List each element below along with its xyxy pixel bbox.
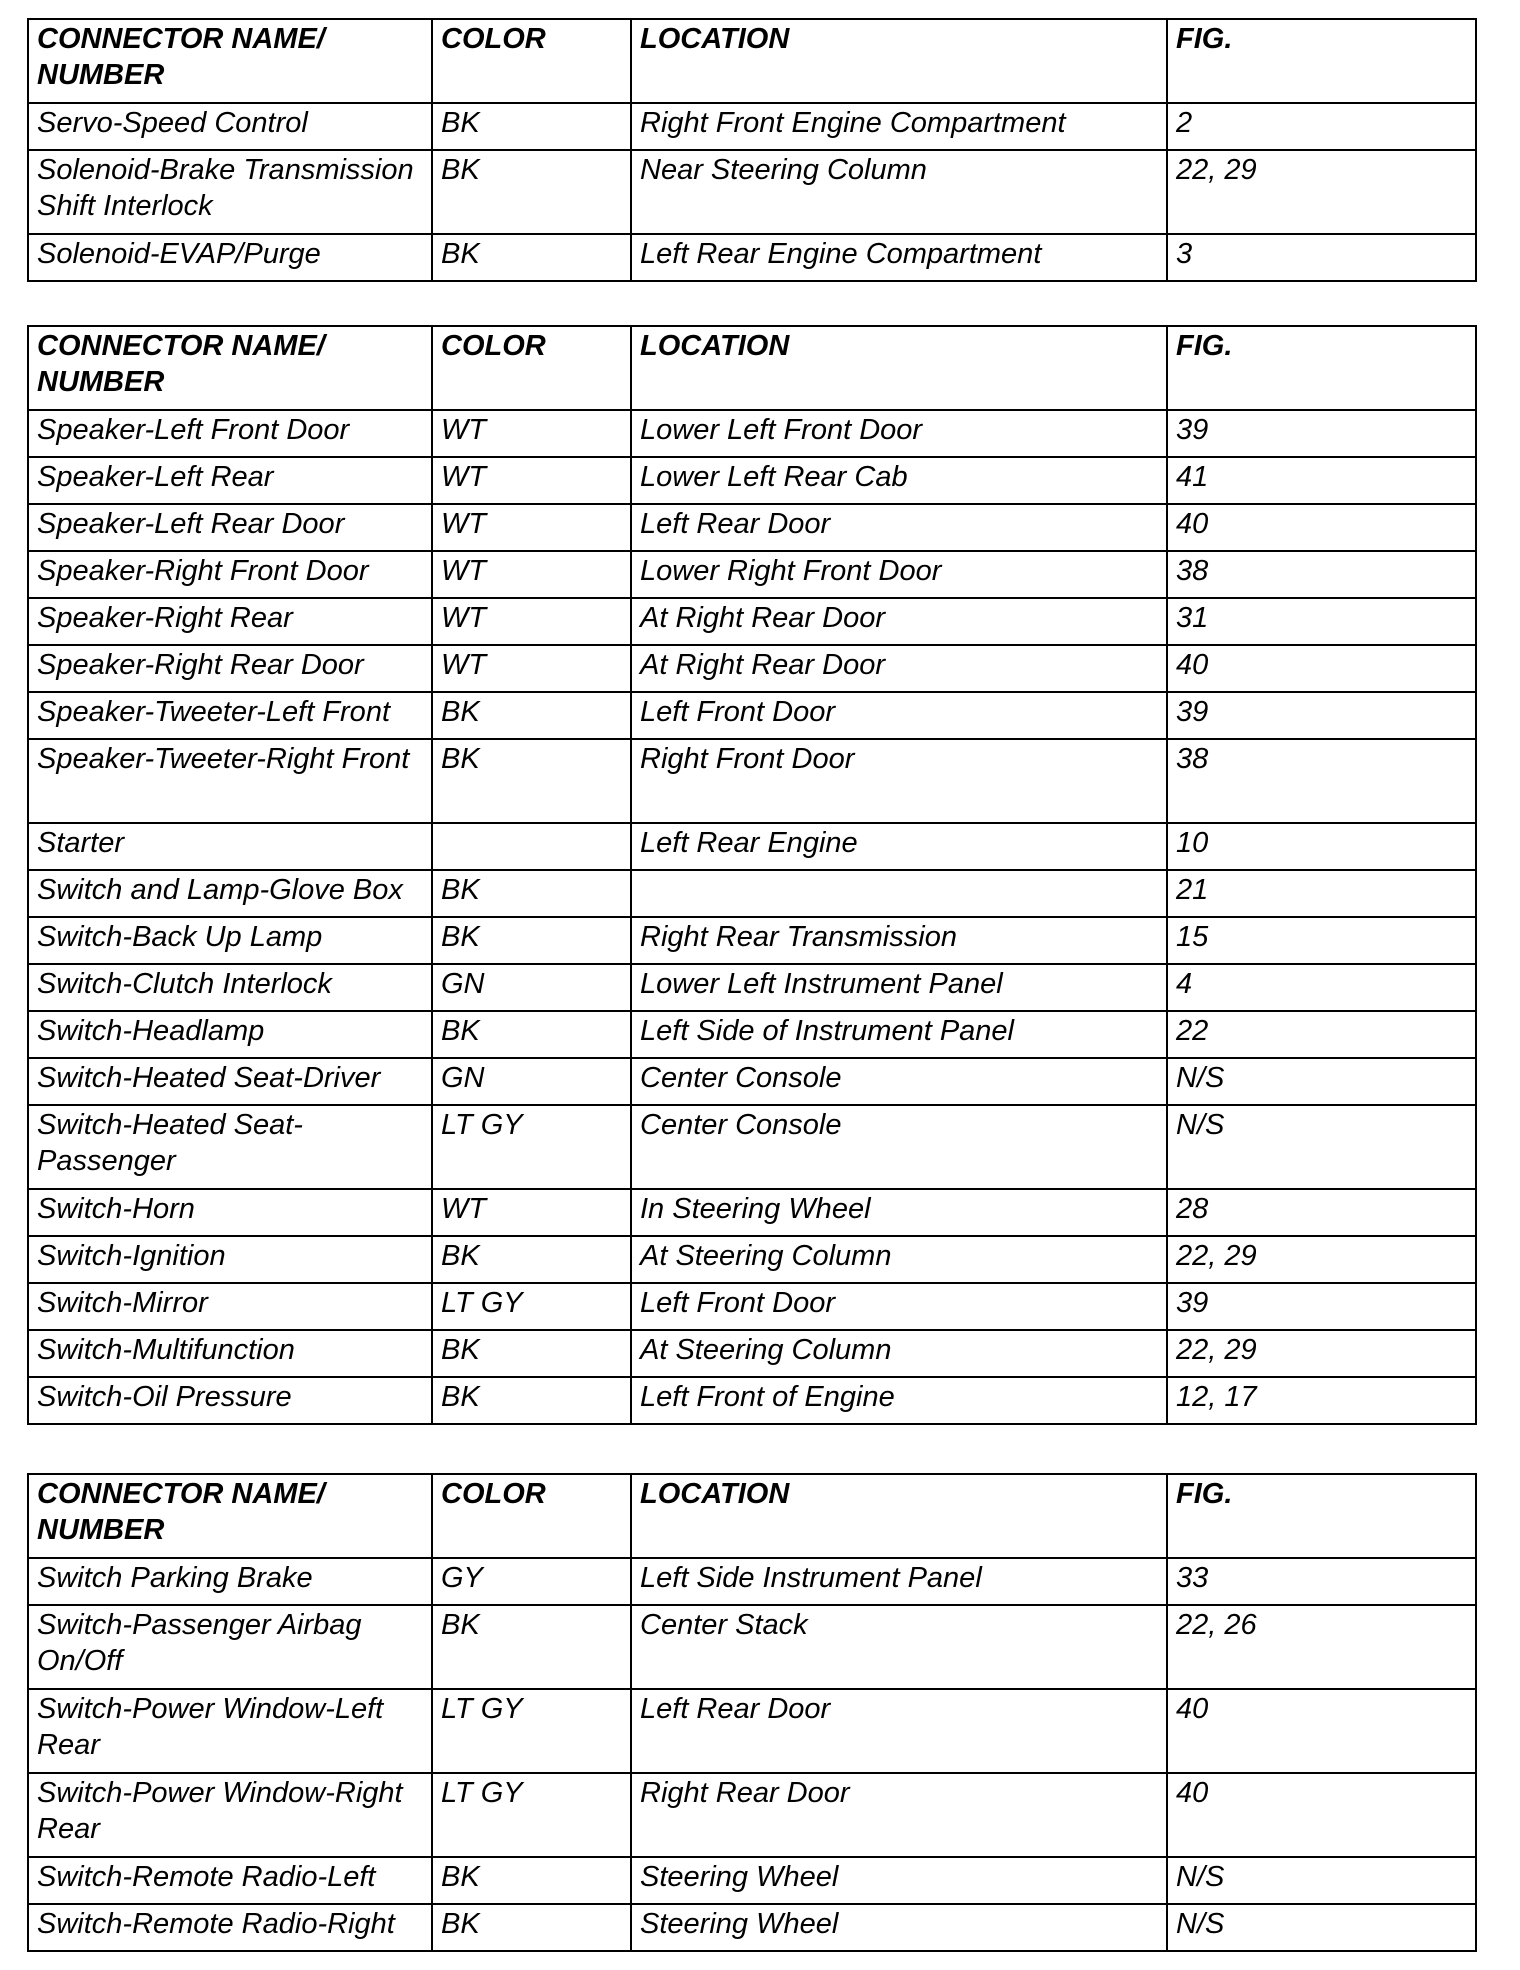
cell-color: BK bbox=[432, 1236, 631, 1283]
cell-location: At Steering Column bbox=[631, 1236, 1167, 1283]
cell-location: Lower Left Rear Cab bbox=[631, 457, 1167, 504]
cell-name: Speaker-Right Front Door bbox=[28, 551, 432, 598]
cell-fig: 15 bbox=[1167, 917, 1476, 964]
header-color: COLOR bbox=[432, 1474, 631, 1558]
cell-name: Speaker-Right Rear Door bbox=[28, 645, 432, 692]
cell-color: LT GY bbox=[432, 1773, 631, 1857]
cell-color: BK bbox=[432, 1330, 631, 1377]
cell-fig: 39 bbox=[1167, 692, 1476, 739]
cell-fig: 31 bbox=[1167, 598, 1476, 645]
cell-name: Switch-Multifunction bbox=[28, 1330, 432, 1377]
cell-location: Left Side Instrument Panel bbox=[631, 1558, 1167, 1605]
table-row bbox=[28, 1377, 1476, 1424]
cell-color: BK bbox=[432, 917, 631, 964]
table-row bbox=[28, 917, 1476, 964]
header-location: LOCATION bbox=[631, 19, 1167, 103]
connector-table-3 bbox=[27, 1473, 1477, 1952]
cell-color: BK bbox=[432, 103, 631, 150]
cell-name: Servo-Speed Control bbox=[28, 103, 432, 150]
cell-location: Left Rear Door bbox=[631, 1689, 1167, 1773]
table-header-row bbox=[28, 326, 1476, 410]
cell-location: Right Front Engine Compartment bbox=[631, 103, 1167, 150]
cell-location: Lower Left Instrument Panel bbox=[631, 964, 1167, 1011]
cell-color: BK bbox=[432, 1857, 631, 1904]
table-row bbox=[28, 1605, 1476, 1689]
cell-color: BK bbox=[432, 150, 631, 234]
cell-name: Speaker-Left Rear bbox=[28, 457, 432, 504]
table-row bbox=[28, 598, 1476, 645]
table-row bbox=[28, 1904, 1476, 1951]
table-header-row bbox=[28, 1474, 1476, 1558]
cell-name: Switch Parking Brake bbox=[28, 1558, 432, 1605]
cell-color: WT bbox=[432, 504, 631, 551]
cell-color: GY bbox=[432, 1558, 631, 1605]
cell-name: Speaker-Tweeter-Right Front bbox=[28, 739, 432, 823]
cell-color: WT bbox=[432, 410, 631, 457]
cell-location: Left Rear Engine bbox=[631, 823, 1167, 870]
cell-fig: 4 bbox=[1167, 964, 1476, 1011]
cell-location: Steering Wheel bbox=[631, 1904, 1167, 1951]
cell-name: Solenoid-Brake Transmission Shift Interlock bbox=[28, 150, 432, 234]
cell-location: Left Front of Engine bbox=[631, 1377, 1167, 1424]
cell-location: Lower Right Front Door bbox=[631, 551, 1167, 598]
cell-name: Switch and Lamp-Glove Box bbox=[28, 870, 432, 917]
table-row bbox=[28, 551, 1476, 598]
cell-fig: 41 bbox=[1167, 457, 1476, 504]
cell-location bbox=[631, 870, 1167, 917]
table-row bbox=[28, 739, 1476, 823]
cell-fig: 38 bbox=[1167, 551, 1476, 598]
cell-fig: 22 bbox=[1167, 1011, 1476, 1058]
cell-name: Switch-Power Window-Left Rear bbox=[28, 1689, 432, 1773]
table-row bbox=[28, 1105, 1476, 1189]
cell-color: BK bbox=[432, 1605, 631, 1689]
cell-location: Right Front Door bbox=[631, 739, 1167, 823]
cell-name: Switch-Back Up Lamp bbox=[28, 917, 432, 964]
header-fig: FIG. bbox=[1167, 326, 1476, 410]
table-header-row bbox=[28, 19, 1476, 103]
table-row bbox=[28, 1058, 1476, 1105]
cell-name: Speaker-Left Rear Door bbox=[28, 504, 432, 551]
cell-color: WT bbox=[432, 645, 631, 692]
table-row bbox=[28, 504, 1476, 551]
table-row bbox=[28, 1236, 1476, 1283]
cell-location: Left Rear Engine Compartment bbox=[631, 234, 1167, 281]
table-row bbox=[28, 1689, 1476, 1773]
connector-table-1 bbox=[27, 18, 1477, 282]
cell-color: LT GY bbox=[432, 1105, 631, 1189]
cell-name: Starter bbox=[28, 823, 432, 870]
cell-fig: 22, 29 bbox=[1167, 1236, 1476, 1283]
connector-table-2 bbox=[27, 325, 1477, 1425]
cell-fig: 40 bbox=[1167, 504, 1476, 551]
cell-color: WT bbox=[432, 457, 631, 504]
table-row bbox=[28, 1189, 1476, 1236]
cell-color: WT bbox=[432, 598, 631, 645]
cell-location: Lower Left Front Door bbox=[631, 410, 1167, 457]
cell-fig: 40 bbox=[1167, 645, 1476, 692]
cell-color: WT bbox=[432, 551, 631, 598]
cell-name: Switch-Remote Radio-Left bbox=[28, 1857, 432, 1904]
cell-name: Speaker-Tweeter-Left Front bbox=[28, 692, 432, 739]
cell-location: Left Front Door bbox=[631, 692, 1167, 739]
table-row bbox=[28, 457, 1476, 504]
cell-color: BK bbox=[432, 1904, 631, 1951]
cell-name: Switch-Heated Seat-Driver bbox=[28, 1058, 432, 1105]
cell-fig: N/S bbox=[1167, 1857, 1476, 1904]
cell-fig: 39 bbox=[1167, 410, 1476, 457]
cell-fig: N/S bbox=[1167, 1105, 1476, 1189]
cell-location: Left Rear Door bbox=[631, 504, 1167, 551]
cell-name: Speaker-Right Rear bbox=[28, 598, 432, 645]
cell-color: LT GY bbox=[432, 1689, 631, 1773]
table-row bbox=[28, 1330, 1476, 1377]
table-row bbox=[28, 1011, 1476, 1058]
table-row bbox=[28, 410, 1476, 457]
cell-location: At Right Rear Door bbox=[631, 598, 1167, 645]
table-row bbox=[28, 870, 1476, 917]
cell-fig: 3 bbox=[1167, 234, 1476, 281]
header-fig: FIG. bbox=[1167, 19, 1476, 103]
cell-name: Switch-Remote Radio-Right bbox=[28, 1904, 432, 1951]
header-connector-name: CONNECTOR NAME/ NUMBER bbox=[28, 1474, 432, 1558]
cell-location: Right Rear Door bbox=[631, 1773, 1167, 1857]
table-row bbox=[28, 234, 1476, 281]
table-row bbox=[28, 150, 1476, 234]
cell-name: Switch-Power Window-Right Rear bbox=[28, 1773, 432, 1857]
cell-fig: 12, 17 bbox=[1167, 1377, 1476, 1424]
cell-name: Speaker-Left Front Door bbox=[28, 410, 432, 457]
cell-location: Center Console bbox=[631, 1058, 1167, 1105]
header-location: LOCATION bbox=[631, 326, 1167, 410]
cell-color: BK bbox=[432, 1011, 631, 1058]
cell-fig: N/S bbox=[1167, 1904, 1476, 1951]
header-fig: FIG. bbox=[1167, 1474, 1476, 1558]
cell-fig: 33 bbox=[1167, 1558, 1476, 1605]
cell-fig: 22, 29 bbox=[1167, 1330, 1476, 1377]
table-row bbox=[28, 645, 1476, 692]
table-row bbox=[28, 692, 1476, 739]
cell-location: In Steering Wheel bbox=[631, 1189, 1167, 1236]
header-color: COLOR bbox=[432, 19, 631, 103]
cell-name: Solenoid-EVAP/Purge bbox=[28, 234, 432, 281]
cell-name: Switch-Clutch Interlock bbox=[28, 964, 432, 1011]
cell-location: At Right Rear Door bbox=[631, 645, 1167, 692]
cell-fig: 21 bbox=[1167, 870, 1476, 917]
cell-fig: 10 bbox=[1167, 823, 1476, 870]
cell-fig: 40 bbox=[1167, 1773, 1476, 1857]
cell-location: Steering Wheel bbox=[631, 1857, 1167, 1904]
table-row bbox=[28, 1857, 1476, 1904]
cell-fig: N/S bbox=[1167, 1058, 1476, 1105]
cell-color: GN bbox=[432, 964, 631, 1011]
cell-name: Switch-Ignition bbox=[28, 1236, 432, 1283]
cell-name: Switch-Mirror bbox=[28, 1283, 432, 1330]
cell-color: BK bbox=[432, 1377, 631, 1424]
cell-location: Center Stack bbox=[631, 1605, 1167, 1689]
cell-name: Switch-Oil Pressure bbox=[28, 1377, 432, 1424]
cell-fig: 28 bbox=[1167, 1189, 1476, 1236]
cell-fig: 22, 29 bbox=[1167, 150, 1476, 234]
cell-fig: 40 bbox=[1167, 1689, 1476, 1773]
table-row bbox=[28, 1283, 1476, 1330]
cell-name: Switch-Passenger Airbag On/Off bbox=[28, 1605, 432, 1689]
table-row bbox=[28, 103, 1476, 150]
table-row bbox=[28, 823, 1476, 870]
cell-location: Center Console bbox=[631, 1105, 1167, 1189]
cell-fig: 22, 26 bbox=[1167, 1605, 1476, 1689]
cell-location: Right Rear Transmission bbox=[631, 917, 1167, 964]
cell-location: At Steering Column bbox=[631, 1330, 1167, 1377]
table-row bbox=[28, 1558, 1476, 1605]
header-connector-name: CONNECTOR NAME/ NUMBER bbox=[28, 326, 432, 410]
cell-location: Left Side of Instrument Panel bbox=[631, 1011, 1167, 1058]
cell-color: WT bbox=[432, 1189, 631, 1236]
cell-fig: 38 bbox=[1167, 739, 1476, 823]
cell-name: Switch-Headlamp bbox=[28, 1011, 432, 1058]
cell-color: GN bbox=[432, 1058, 631, 1105]
cell-fig: 39 bbox=[1167, 1283, 1476, 1330]
cell-name: Switch-Horn bbox=[28, 1189, 432, 1236]
header-color: COLOR bbox=[432, 326, 631, 410]
cell-location: Near Steering Column bbox=[631, 150, 1167, 234]
cell-color: BK bbox=[432, 234, 631, 281]
cell-color bbox=[432, 823, 631, 870]
cell-fig: 2 bbox=[1167, 103, 1476, 150]
table-row bbox=[28, 1773, 1476, 1857]
cell-color: LT GY bbox=[432, 1283, 631, 1330]
cell-location: Left Front Door bbox=[631, 1283, 1167, 1330]
header-location: LOCATION bbox=[631, 1474, 1167, 1558]
table-row bbox=[28, 964, 1476, 1011]
header-connector-name: CONNECTOR NAME/ NUMBER bbox=[28, 19, 432, 103]
cell-name: Switch-Heated Seat-Passenger bbox=[28, 1105, 432, 1189]
cell-color: BK bbox=[432, 870, 631, 917]
cell-color: BK bbox=[432, 692, 631, 739]
cell-color: BK bbox=[432, 739, 631, 823]
